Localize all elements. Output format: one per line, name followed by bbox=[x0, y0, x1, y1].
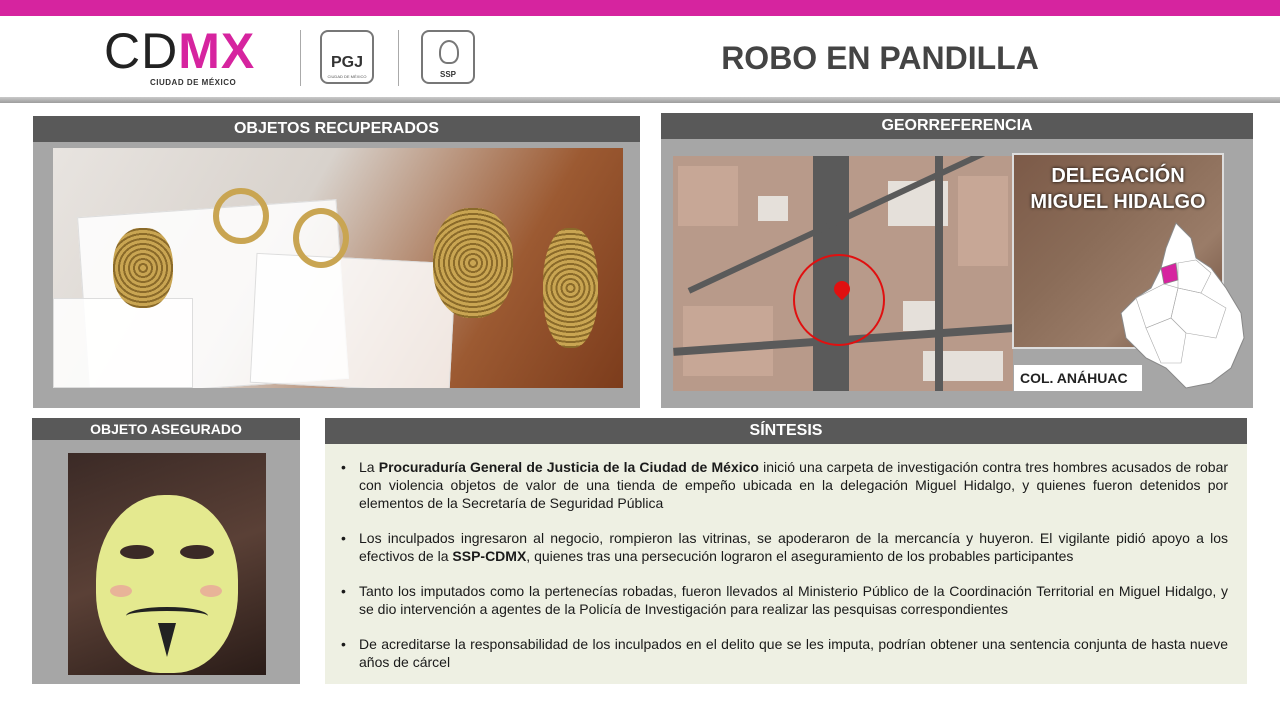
panel-title: OBJETOS RECUPERADOS bbox=[33, 116, 640, 142]
list-item: • De acreditarse la responsabilidad de los inculpados en el delito que se les imputa, podrían obtener una sentencia conjunta de hasta nueve años de cárcel bbox=[340, 635, 1228, 671]
ssp-logo bbox=[421, 30, 475, 84]
list-item: • La Procuraduría General de Justicia de la Ciudad de México inició una carpeta de investigación contra tres hombres acusados de robar con violencia objetos de valor de una tienda de empeño ubicada en la delegación Miguel Hidalgo, y quienes fueron detenidos por elementos de la Secretaría de Seguridad Pública bbox=[340, 458, 1228, 512]
inset-title-line1: DELEGACIÓN bbox=[1051, 165, 1185, 187]
pgj-logo bbox=[320, 30, 374, 84]
cdmx-logo bbox=[104, 23, 284, 88]
satellite-map bbox=[673, 156, 1013, 391]
list-item: • Los inculpados ingresaron al negocio, rompieron las vitrinas, se apoderaron de la mercancía y huyeron. El vigilante pidió apoyo a los efectivos de la SSP-CDMX, quienes tras una persecución lograron el aseguramiento de los probables participantes bbox=[340, 529, 1228, 565]
recovered-objects-photo bbox=[53, 148, 623, 388]
panel-title: OBJETO ASEGURADO bbox=[32, 418, 300, 440]
list-item: • Tanto los imputados como la pertenecías robadas, fueron llevados al Ministerio Público de la Coordinación Territorial en Miguel Hidalgo, y se dio intervención a agentes de la Policía de Investigación para realizar las pesquisas correspondientes bbox=[340, 582, 1228, 618]
divider bbox=[300, 30, 301, 86]
badge-icon bbox=[439, 40, 459, 64]
location-circle bbox=[793, 254, 885, 346]
panel-title: GEORREFERENCIA bbox=[661, 113, 1253, 139]
logo-cd: CD bbox=[104, 23, 179, 79]
page-title: ROBO EN PANDILLA bbox=[721, 40, 1039, 76]
pgj-sub: CIUDAD DE MÉXICO bbox=[327, 74, 367, 79]
header-rule bbox=[0, 97, 1280, 103]
logo-sub: CIUDAD DE MÉXICO bbox=[150, 78, 237, 87]
mask-image bbox=[96, 495, 238, 673]
panel-title: SÍNTESIS bbox=[325, 418, 1247, 444]
mask-photo bbox=[68, 453, 266, 675]
pgj-label: PGJ bbox=[330, 54, 363, 71]
header bbox=[0, 16, 1280, 98]
inset-title bbox=[1014, 163, 1222, 215]
panel-objetos-recuperados bbox=[33, 116, 640, 408]
panel-sintesis bbox=[325, 418, 1247, 684]
logo-mx: MX bbox=[178, 23, 256, 79]
ssp-label: SSP bbox=[439, 70, 456, 79]
panel-objeto-asegurado bbox=[32, 418, 300, 684]
inset-title-line2: MIGUEL HIDALGO bbox=[1030, 191, 1206, 213]
colonia-label: COL. ANÁHUAC bbox=[1014, 365, 1142, 391]
top-accent-bar bbox=[0, 0, 1280, 16]
panel-georreferencia bbox=[661, 113, 1253, 408]
sintesis-list bbox=[340, 458, 1228, 688]
divider bbox=[398, 30, 399, 86]
